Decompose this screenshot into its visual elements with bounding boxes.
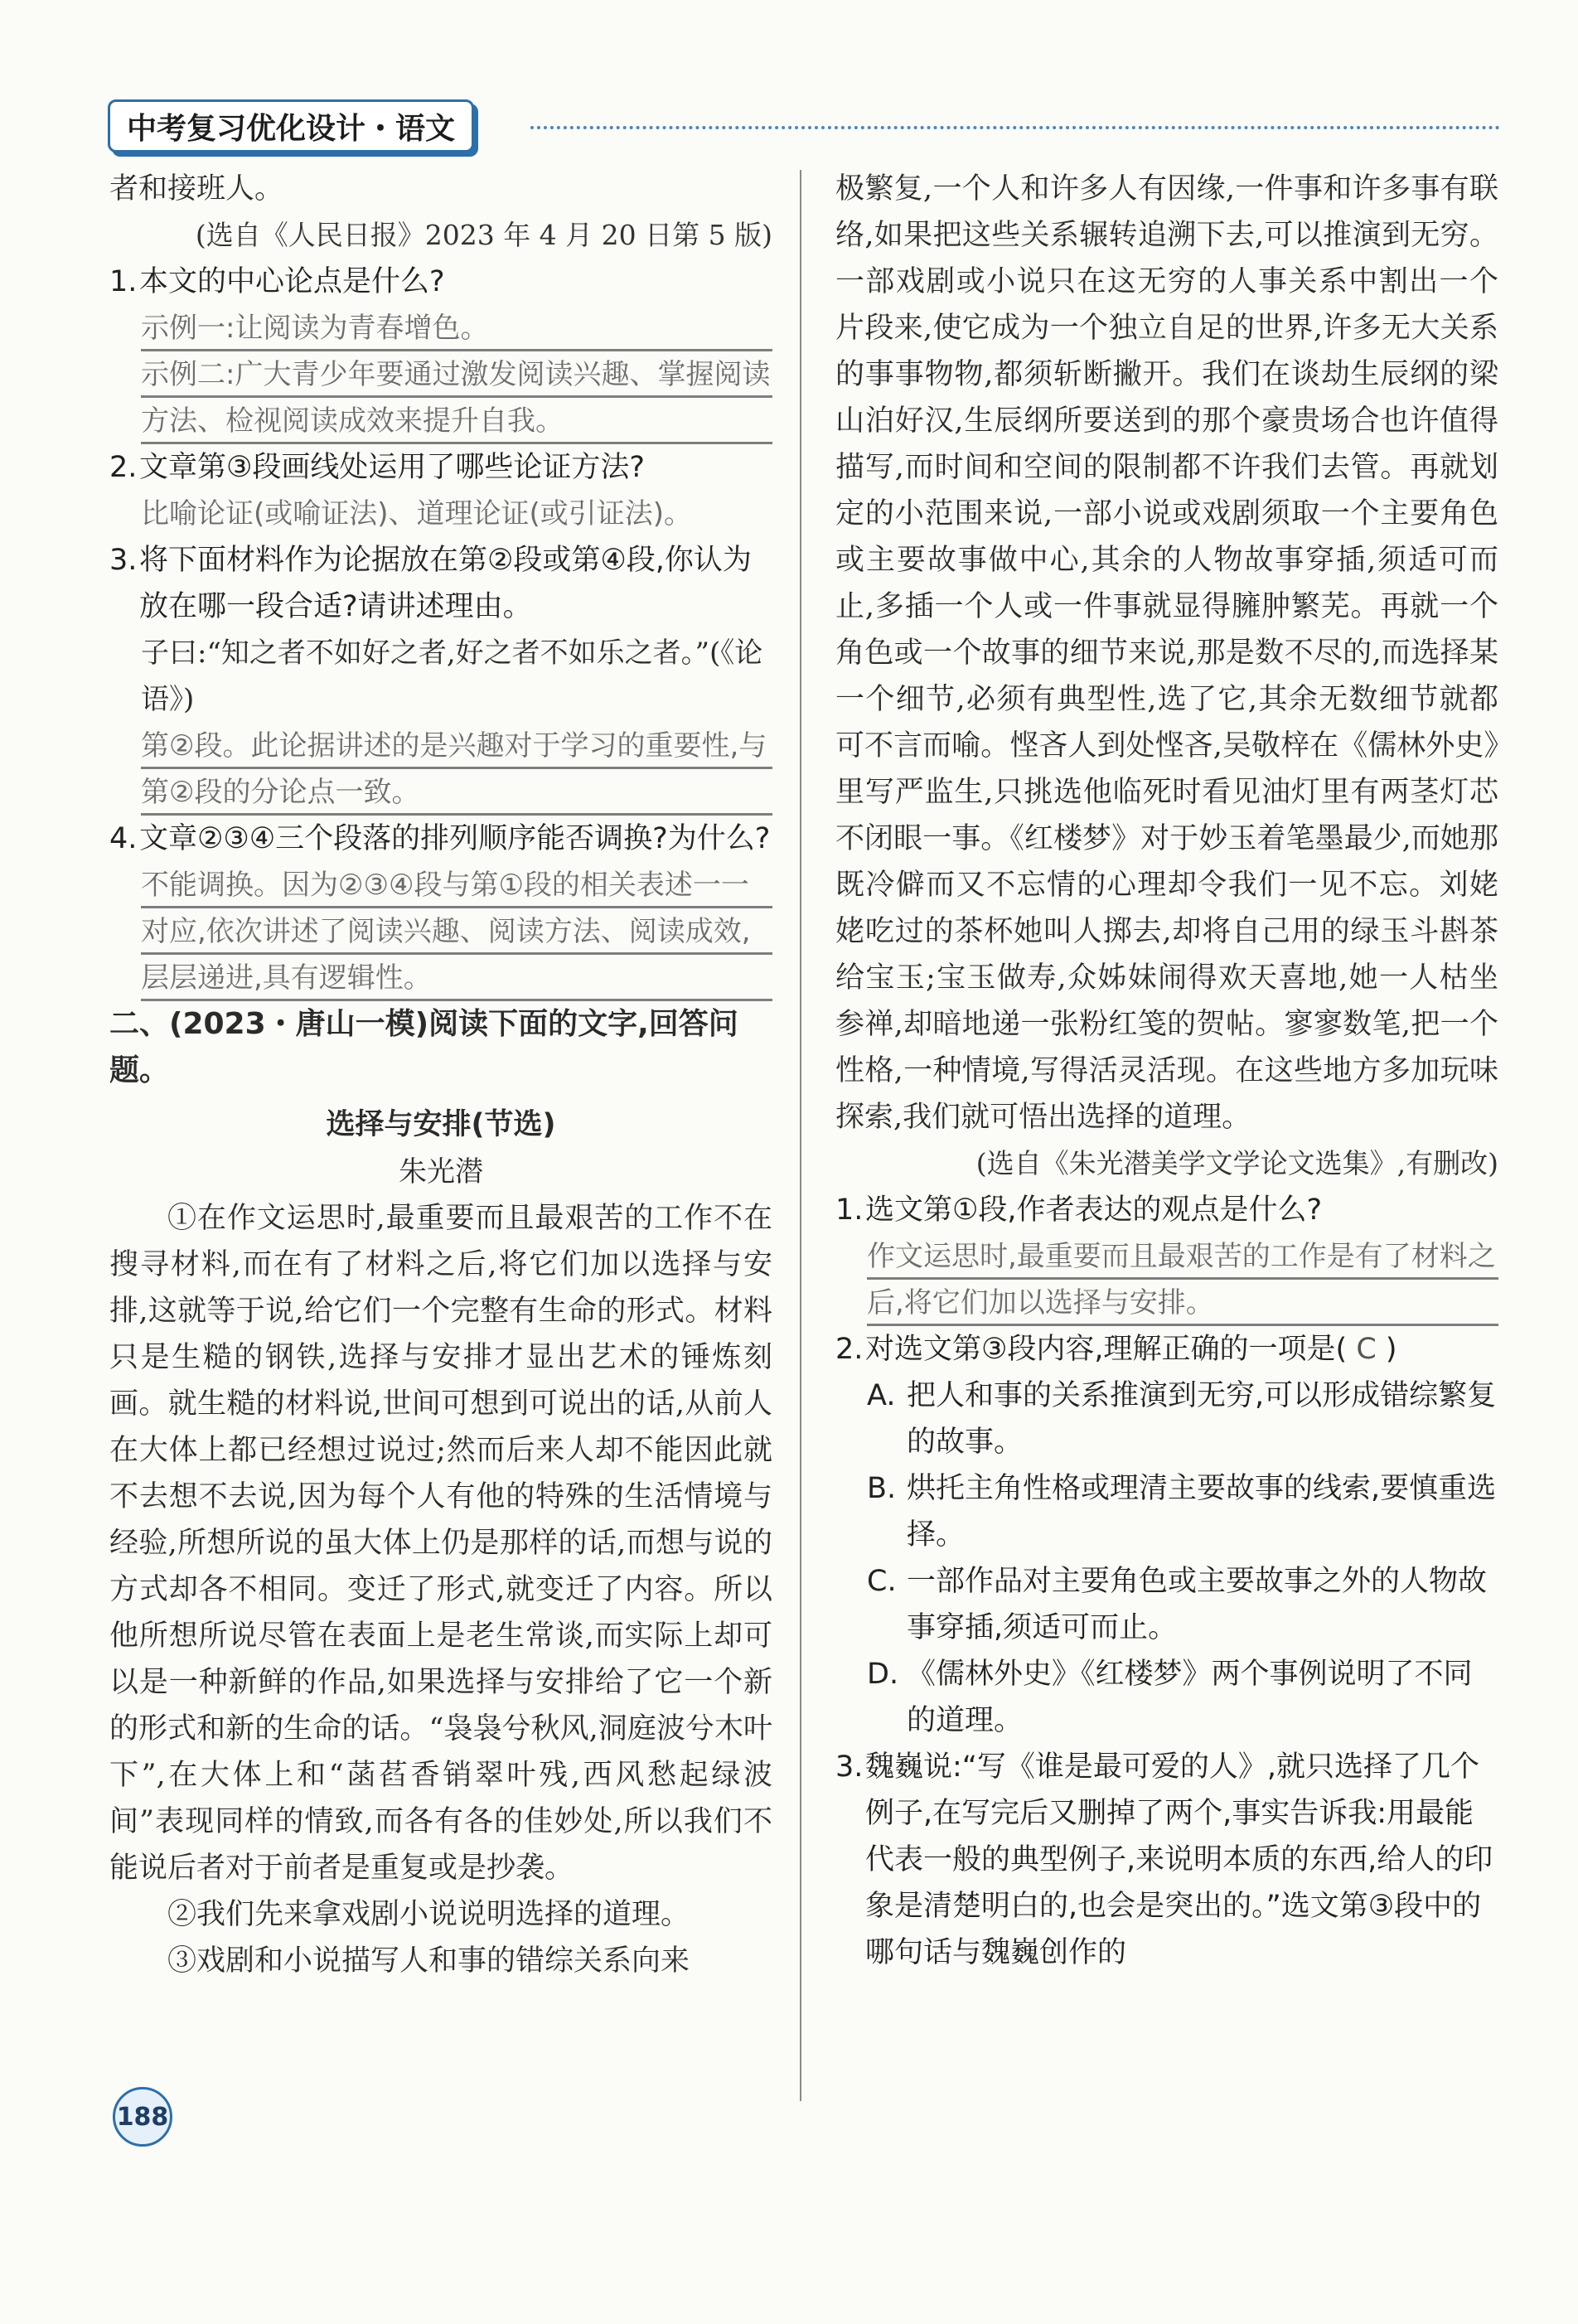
option-label: A. (867, 1379, 896, 1412)
article-author: 朱光潜 (399, 1155, 483, 1189)
question-number: 2. (109, 451, 138, 484)
question-1 (109, 259, 772, 305)
option-text: 把人和事的关系推演到无穷,可以形成错综繁复的故事。 (907, 1379, 1497, 1459)
article-title: 选择与安排(节选) (326, 1108, 556, 1141)
question-text: 选文第①段,作者表达的观点是什么? (865, 1193, 1323, 1227)
quoted-material: 子曰:“知之者不如好之者,好之者不如乐之者。”(《论语》) (141, 637, 763, 716)
question-text (865, 1326, 1498, 1373)
page-header (108, 98, 1500, 157)
header-dotted-rule (530, 126, 1500, 129)
source-note-1: (选自《人民日报》2023 年 4 月 20 日第 5 版) (195, 219, 772, 251)
question-r1 (835, 1187, 1498, 1233)
right-column (835, 166, 1498, 1976)
option-b (867, 1465, 1498, 1558)
question-text: 文章②③④三个段落的排列顺序能否调换?为什么? (139, 822, 771, 855)
option-label: B. (867, 1472, 897, 1505)
question-number: 3. (835, 1750, 864, 1784)
answer-example-1: 示例一:让阅读为青春增色。 (141, 305, 772, 351)
source-note-2: (选自《朱光潜美学文学论文选集》,有删改) (975, 1147, 1498, 1179)
question-number: 4. (109, 822, 138, 855)
answer-choice: C (1356, 1333, 1377, 1366)
section-heading-2: 二、(2023・唐山一模)阅读下面的文字,回答问题。 (109, 1007, 738, 1087)
option-a (867, 1373, 1498, 1465)
question-number: 1. (109, 265, 138, 298)
continuation-text: 者和接班人。 (109, 172, 284, 206)
answer-example-2: 示例二:广大青少年要通过激发阅读兴趣、掌握阅读方法、检视阅读成效来提升自我。 (141, 351, 772, 444)
answer-2: 比喻论证(或喻证法)、道理论证(或引证法)。 (141, 497, 693, 530)
option-c (867, 1558, 1498, 1651)
answer-4: 不能调换。因为②③④段与第①段的相关表述一一对应,依次讲述了阅读兴趣、阅读方法、阅读成效,层层递进,具有逻辑性。 (141, 862, 772, 1001)
paragraph-1: ①在作文运思时,最重要而且最艰苦的工作不在搜寻材料,而在有了材料之后,将它们加以选择与安排,这就等于说,给它们一个完整有生命的形式。材料只是生糙的钢铁,选择与安排才显出艺术的锤炼刻画。就生糙的材料说,世间可想到可说出的话,从前人在大体上都已经想过说过;然而后来人却不能因此就不去想不去说,因为每个人有他的特殊的生活情境与经验,所想所说的虽大体上仍是那样的话,而想与说的方式却各不相同。变迁了形式,就变迁了内容。所以他所想所说尽管在表面上是老生常谈,而实际上却可以是一种新鲜的作品,如果选择与安排给了它一个新的形式和新的生命的话。“袅袅兮秋风,洞庭波兮木叶下”,在大体上和“菡萏香销翠叶残,西风愁起绿波间”表现同样的情致,而各有各的佳妙处,所以我们不能说后者对于前者是重复或是抄袭。 (109, 1202, 772, 1885)
column-divider (800, 170, 801, 2101)
question-number: 1. (835, 1193, 864, 1227)
question-stem: 对选文第③段内容,理解正确的一项是( (865, 1333, 1348, 1366)
paragraph-2: ②我们先来拿戏剧小说说明选择的道理。 (167, 1898, 690, 1931)
question-text: 本文的中心论点是什么? (139, 265, 445, 298)
option-text: 烘托主角性格或理清主要故事的线索,要慎重选择。 (907, 1472, 1497, 1552)
paren-close: ) (1385, 1333, 1397, 1366)
question-number: 3. (109, 544, 138, 577)
option-d (867, 1651, 1498, 1744)
answer-r1: 作文运思时,最重要而且最艰苦的工作是有了材料之后,将它们加以选择与安排。 (867, 1233, 1498, 1326)
question-text: 魏巍说:“写《谁是最可爱的人》,就只选择了几个例子,在写完后又删掉了两个,事实告诉我:用最能代表一般的典型例子,来说明本质的东西,给人的印象是清楚明白的,也会是突出的。”选文第③段中的哪句话与魏巍创作的 (865, 1750, 1493, 1969)
answer-3: 第②段。此论据讲述的是兴趣对于学习的重要性,与第②段的分论点一致。 (141, 723, 772, 816)
question-number: 2. (835, 1333, 864, 1366)
option-label: D. (867, 1658, 899, 1691)
question-3 (109, 537, 772, 630)
question-text: 文章第③段画线处运用了哪些论证方法? (139, 451, 645, 484)
left-column (109, 166, 772, 1984)
paragraph-3-continued: 极繁复,一个人和许多人有因缘,一件事和许多事有联络,如果把这些关系辗转追溯下去,可以推演到无穷。一部戏剧或小说只在这无穷的人事关系中割出一个片段来,使它成为一个独立自足的世界,许多无大关系的事事物物,都须斩断撇开。我们在谈劫生辰纲的梁山泊好汉,生辰纲所要送到的那个豪贵场合也许值得描写,而时间和空间的限制都不许我们去管。再就划定的小范围来说,一部小说或戏剧须取一个主要角色或主要故事做中心,其余的人物故事穿插,须适可而止,多插一个人或一件事就显得臃肿繁芜。再就一个角色或一个故事的细节来说,那是数不尽的,而选择某一个细节,必须有典型性,选了它,其余无数细节就都可不言而喻。悭吝人到处悭吝,吴敬梓在《儒林外史》里写严监生,只挑选他临死时看见油灯里有两茎灯芯不闭眼一事。《红楼梦》对于妙玉着笔墨最少,而她那既冷僻而又不忘情的心理却令我们一见不忘。刘姥姥吃过的茶杯她叫人掷去,却将自己用的绿玉斗斟茶给宝玉;宝玉做寿,众姊妹闹得欢天喜地,她一人枯坐参禅,却暗地递一张粉红笺的贺帖。寥寥数笔,把一个性格,一种情境,写得活灵活现。在这些地方多加玩味探索,我们就可悟出选择的道理。 (835, 172, 1498, 1134)
question-text: 将下面材料作为论据放在第②段或第④段,你认为放在哪一段合适?请讲述理由。 (139, 544, 752, 623)
option-label: C. (867, 1565, 897, 1598)
page-number-badge: 188 (113, 2087, 172, 2147)
paragraph-3-start: ③戏剧和小说描写人和事的错综关系向来 (167, 1944, 690, 1978)
question-2 (109, 444, 772, 491)
option-text: 一部作品对主要角色或主要故事之外的人物故事穿插,须适可而止。 (907, 1565, 1488, 1644)
question-r3 (835, 1744, 1498, 1976)
header-title: 中考复习优化设计・语文 (108, 99, 474, 153)
option-text: 《儒林外史》《红楼梦》两个事例说明了不同的道理。 (907, 1658, 1473, 1737)
question-r2 (835, 1326, 1498, 1373)
question-4 (109, 816, 772, 862)
